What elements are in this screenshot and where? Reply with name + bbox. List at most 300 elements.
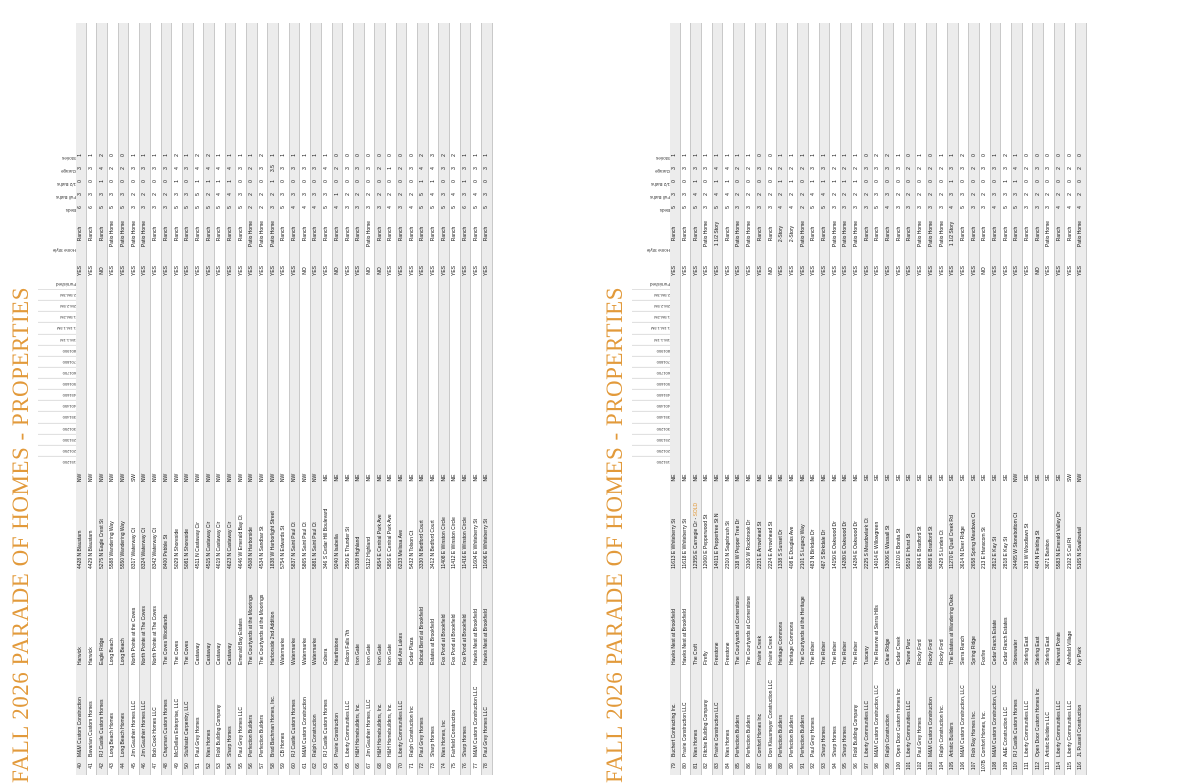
area-code: NW bbox=[77, 473, 84, 483]
home-number: 55 bbox=[237, 763, 244, 769]
home-style: Ranch bbox=[216, 226, 223, 242]
garage: 3 bbox=[280, 167, 287, 170]
home-number: 67 bbox=[365, 763, 372, 769]
stories: 1 bbox=[216, 154, 223, 157]
furnished-value: NO bbox=[376, 267, 383, 275]
address: 4623 N Castaway Cir bbox=[226, 521, 233, 569]
home-number: 50 bbox=[184, 763, 191, 769]
community-name: Tuscany bbox=[863, 646, 870, 665]
stories: 1 bbox=[692, 154, 699, 157]
home-style: Ranch bbox=[767, 226, 774, 242]
table-row bbox=[809, 23, 820, 775]
beds: 4 bbox=[291, 206, 298, 209]
community-name: Clear Ridge bbox=[885, 638, 892, 665]
beds: 4 bbox=[788, 206, 795, 209]
address: 11270 E Quail Creek Rd bbox=[949, 515, 956, 569]
full-baths: 2 bbox=[397, 193, 404, 196]
home-style: Patio Home bbox=[842, 220, 849, 248]
full-baths: 3 bbox=[949, 193, 956, 196]
area-code: NW bbox=[194, 473, 201, 483]
price-range-label: 451600 bbox=[632, 389, 670, 400]
builder-name: Jim Gauthier Homes LLC bbox=[141, 700, 148, 757]
garage: 2 bbox=[970, 167, 977, 170]
half-baths: 0 bbox=[333, 180, 340, 183]
half-baths: 1 bbox=[98, 180, 105, 183]
address: 11416 E Winston Circle bbox=[462, 517, 469, 569]
half-baths: 1 bbox=[724, 180, 731, 183]
table-row bbox=[482, 23, 493, 775]
full-baths: 3 bbox=[874, 193, 881, 196]
area-code: NW bbox=[184, 473, 191, 483]
garage: 4 bbox=[323, 167, 330, 170]
garage: 3 bbox=[130, 167, 137, 170]
address: 5588 Wandering Way bbox=[109, 521, 116, 569]
area-code: NE bbox=[397, 474, 404, 482]
community-name: Prairie Creek bbox=[767, 635, 774, 665]
table-row bbox=[1023, 23, 1034, 775]
builder-name: Paul Grey Homes bbox=[419, 717, 426, 757]
address: 2818 E Kay St bbox=[1002, 537, 1009, 569]
full-baths: 2 bbox=[1056, 193, 1063, 196]
page-title: FALL 2026 PARADE OF HOMES - PROPERTIES bbox=[602, 286, 627, 783]
half-baths: 0 bbox=[77, 180, 84, 183]
community-name: The Reserve at Sierra Hills bbox=[874, 605, 881, 665]
home-number: 52 bbox=[205, 763, 212, 769]
area-code: NE bbox=[788, 474, 795, 482]
area-code: NE bbox=[853, 474, 860, 482]
table-row bbox=[397, 23, 408, 775]
builder-name: Chapman Custom Homes bbox=[162, 699, 169, 757]
table-row bbox=[365, 23, 376, 775]
beds: 4 bbox=[312, 206, 319, 209]
stories: 2 bbox=[1002, 154, 1009, 157]
home-number: 114 bbox=[1056, 762, 1063, 770]
full-baths: 3 bbox=[885, 193, 892, 196]
half-baths: 0 bbox=[109, 180, 116, 183]
home-number: 78 bbox=[483, 763, 490, 769]
stories: 2 bbox=[259, 154, 266, 157]
home-number: 107 bbox=[970, 761, 977, 771]
furnished-value: YES bbox=[842, 266, 849, 277]
address: 2310 N Sagebrush St bbox=[724, 521, 731, 569]
furnished-value: YES bbox=[788, 266, 795, 277]
furnished-value: YES bbox=[799, 266, 806, 277]
area-code: SE bbox=[1024, 474, 1031, 482]
page-title: FALL 2026 PARADE OF HOMES - PROPERTIES bbox=[8, 286, 33, 783]
price-range-label: 801900 bbox=[38, 345, 76, 356]
home-style: Ranch bbox=[152, 226, 159, 242]
area-code: SE bbox=[949, 474, 956, 482]
home-style: Ranch bbox=[440, 226, 447, 242]
address: 5108 Highland bbox=[355, 536, 362, 569]
furnished-value: YES bbox=[451, 266, 458, 277]
home-style: Ranch bbox=[98, 226, 105, 242]
beds: 4 bbox=[949, 206, 956, 209]
garage: 2 bbox=[333, 167, 340, 170]
header-number bbox=[38, 759, 76, 775]
full-baths: 4 bbox=[216, 193, 223, 196]
builder-name: Perfection Builders bbox=[778, 715, 785, 757]
right-page-half bbox=[594, 0, 1188, 783]
builder-name: A&E Construction LLC bbox=[1002, 706, 1009, 757]
beds: 2 bbox=[799, 206, 806, 209]
garage: 3 bbox=[162, 167, 169, 170]
address: 408 E Douglas Ave bbox=[788, 526, 795, 569]
beds: 3 bbox=[767, 206, 774, 209]
builder-name: Sharp Homes bbox=[842, 726, 849, 757]
furnished-value: YES bbox=[259, 266, 266, 277]
community-name: Cedar Creek bbox=[895, 636, 902, 665]
area-code: SE bbox=[927, 474, 934, 482]
garage: 4 bbox=[98, 167, 105, 170]
garage: 3 bbox=[408, 167, 415, 170]
furnished-value: YES bbox=[109, 266, 116, 277]
table-row bbox=[873, 23, 884, 775]
home-number: 66 bbox=[355, 763, 362, 769]
half-baths: 0 bbox=[1056, 180, 1063, 183]
home-number: 84 bbox=[724, 763, 731, 769]
furnished-value: YES bbox=[173, 266, 180, 277]
home-number: 88 bbox=[767, 763, 774, 769]
stories: 2 bbox=[874, 154, 881, 157]
half-baths: 0 bbox=[376, 180, 383, 183]
home-style: Ranch bbox=[682, 226, 689, 242]
home-style: Ranch bbox=[959, 226, 966, 242]
stories: 0 bbox=[355, 154, 362, 157]
furnished-value: NO bbox=[365, 267, 372, 275]
stories: 1 bbox=[152, 154, 159, 157]
builder-name: Robl Building Company bbox=[216, 704, 223, 757]
home-number: 41 bbox=[88, 763, 95, 769]
garage: 2 bbox=[397, 167, 404, 170]
garage: 3 bbox=[483, 167, 490, 170]
full-baths: 2 bbox=[162, 193, 169, 196]
full-baths: 3 bbox=[682, 193, 689, 196]
beds: 4 bbox=[387, 206, 394, 209]
builder-name: Ralph Construction Inc. bbox=[938, 705, 945, 757]
beds: 5 bbox=[323, 206, 330, 209]
table-row bbox=[927, 23, 938, 775]
half-baths: 0 bbox=[365, 180, 372, 183]
table-row bbox=[1055, 23, 1066, 775]
beds: 5 bbox=[430, 206, 437, 209]
community-name: The Courtyards at the Moorings bbox=[259, 594, 266, 665]
community-name: Emerald Bay Estates bbox=[237, 618, 244, 665]
area-code: NW bbox=[269, 473, 276, 483]
home-style: 2-Story bbox=[778, 225, 785, 243]
table-row bbox=[407, 23, 418, 775]
community-name: The Courtyards at the Heritage bbox=[799, 596, 806, 665]
table-row bbox=[471, 23, 482, 775]
builder-name: Paul Grey Homes bbox=[810, 717, 817, 757]
stories: 1 bbox=[141, 154, 148, 157]
home-number: 100 bbox=[895, 761, 902, 771]
area-code: NE bbox=[842, 474, 849, 482]
furnished-value: YES bbox=[472, 266, 479, 277]
stories: 1 bbox=[291, 154, 298, 157]
half-baths: 1 bbox=[1013, 180, 1020, 183]
builder-name: CB Homes bbox=[280, 732, 287, 757]
garage: 3 bbox=[152, 167, 159, 170]
garage: 2 bbox=[927, 167, 934, 170]
furnished-value: YES bbox=[906, 266, 913, 277]
table-header bbox=[630, 23, 670, 775]
area-code: NE bbox=[682, 474, 689, 482]
table-row bbox=[1012, 23, 1023, 775]
builder-name: M&M Custom Construction bbox=[301, 697, 308, 757]
beds: 3 bbox=[842, 206, 849, 209]
beds: 3 bbox=[397, 206, 404, 209]
beds: 4 bbox=[408, 206, 415, 209]
table-row bbox=[450, 23, 461, 775]
builder-name: Open Door Custom Homes Inc bbox=[895, 688, 902, 757]
builder-name: M&M Custom Construction, LLC bbox=[991, 685, 998, 757]
furnished-value: YES bbox=[1045, 266, 1052, 277]
beds: 5 bbox=[724, 206, 731, 209]
full-baths: 3 bbox=[1013, 193, 1020, 196]
half-baths: 0 bbox=[130, 180, 137, 183]
furnished-value: YES bbox=[269, 266, 276, 277]
builder-name: Paul Grey Homes bbox=[917, 717, 924, 757]
community-name: Estates at Brookfield bbox=[430, 619, 437, 665]
price-range-label: 501600 bbox=[38, 378, 76, 389]
garage: 2 bbox=[735, 167, 742, 170]
community-name: The Croft bbox=[692, 644, 699, 665]
community-name: Bel Aire Lakes bbox=[397, 633, 404, 665]
table-row bbox=[343, 23, 354, 775]
area-code: NW bbox=[301, 473, 308, 483]
community-name: Cedar Ranch Estates bbox=[1002, 617, 1009, 665]
builder-name: Long Beach Homes bbox=[109, 713, 116, 757]
half-baths: 1 bbox=[205, 180, 212, 183]
beds: 3 bbox=[756, 206, 763, 209]
beds: 3 bbox=[376, 206, 383, 209]
community-name: Foxfire bbox=[981, 649, 988, 665]
full-baths: 3 bbox=[483, 193, 490, 196]
home-number: 47 bbox=[152, 763, 159, 769]
community-name: Castaway bbox=[205, 643, 212, 665]
area-code: NW bbox=[152, 473, 159, 483]
stories: 1 bbox=[269, 154, 276, 157]
half-baths: 0 bbox=[981, 180, 988, 183]
table-row bbox=[905, 23, 916, 775]
full-baths: 3 bbox=[462, 193, 469, 196]
home-number: 89 bbox=[778, 763, 785, 769]
area-code: NE bbox=[671, 474, 678, 482]
half-baths: 0 bbox=[184, 180, 191, 183]
full-baths: 4 bbox=[472, 193, 479, 196]
table-row bbox=[1076, 23, 1087, 775]
table-row bbox=[862, 23, 873, 775]
stories: 1 bbox=[1013, 154, 1020, 157]
beds: 4 bbox=[333, 206, 340, 209]
garage: 3 bbox=[810, 167, 817, 170]
address: 8342 Waterway Ct bbox=[152, 528, 159, 569]
home-number: 115 bbox=[1066, 762, 1073, 770]
header-half-baths: 1/2 Baths bbox=[650, 182, 670, 187]
price-range-label: 351400 bbox=[38, 411, 76, 422]
header-home-style: Home Style bbox=[52, 248, 76, 253]
home-style: Patio Home bbox=[259, 220, 266, 248]
home-style: Ranch bbox=[756, 226, 763, 242]
table-row bbox=[258, 23, 269, 775]
address: 4646 W Emerald Bay Ct bbox=[237, 515, 244, 569]
community-name: Stonewater bbox=[1013, 639, 1020, 665]
furnished-value: YES bbox=[344, 266, 351, 277]
builder-name: M&M Custom Construction bbox=[77, 697, 84, 757]
furnished-value: YES bbox=[355, 266, 362, 277]
builder-name: Long Beach Homes bbox=[120, 713, 127, 757]
full-baths: 2 bbox=[1045, 193, 1052, 196]
furnished-value: YES bbox=[312, 266, 319, 277]
home-number: 44 bbox=[120, 763, 127, 769]
address: 5432 N Tolson Ct bbox=[408, 530, 415, 569]
builder-name: RJ Castle Custom Homes bbox=[323, 699, 330, 757]
area-code: NE bbox=[483, 474, 490, 482]
header-furnished: Furnished bbox=[55, 282, 76, 287]
half-baths: 0 bbox=[756, 180, 763, 183]
home-style: Ranch bbox=[970, 226, 977, 242]
price-range-label: 1.5M-2M bbox=[632, 311, 670, 322]
table-row bbox=[948, 23, 959, 775]
home-number: 96 bbox=[853, 763, 860, 769]
address: 2658 Spring Meadows Ct bbox=[970, 512, 977, 569]
home-number: 94 bbox=[831, 763, 838, 769]
address: 5654 E Central Park Ave bbox=[376, 514, 383, 569]
address: 2101 S Legacy Way bbox=[799, 524, 806, 569]
garage: 3 bbox=[1034, 167, 1041, 170]
furnished-value: YES bbox=[387, 266, 394, 277]
address: 4508 N Harborside bbox=[248, 527, 255, 569]
stories: 2 bbox=[451, 154, 458, 157]
header-builder bbox=[632, 667, 670, 759]
stories: 2 bbox=[98, 154, 105, 157]
garage: 2 bbox=[1077, 167, 1084, 170]
area-code: NW bbox=[162, 473, 169, 483]
half-baths: 1 bbox=[419, 180, 426, 183]
home-style: Ranch bbox=[810, 226, 817, 242]
price-range-label: 151200 bbox=[632, 456, 670, 467]
furnished-value: YES bbox=[874, 266, 881, 277]
address: 2225 S Meadowlark Ct bbox=[863, 518, 870, 569]
full-baths: 2 bbox=[938, 193, 945, 196]
garage: 3 bbox=[991, 167, 998, 170]
home-style: Patio Home bbox=[1077, 220, 1084, 248]
full-baths: 3 bbox=[959, 193, 966, 196]
garage: 3 bbox=[291, 167, 298, 170]
builder-name: Artistic Builders bbox=[949, 722, 956, 757]
home-number: 85 bbox=[735, 763, 742, 769]
full-baths: 2 bbox=[863, 193, 870, 196]
area-code: NE bbox=[831, 474, 838, 482]
furnished-value: YES bbox=[735, 266, 742, 277]
home-style: Ranch bbox=[991, 226, 998, 242]
furnished-value: YES bbox=[397, 266, 404, 277]
builder-name: Perfection Builders bbox=[799, 715, 806, 757]
table-row bbox=[852, 23, 863, 775]
half-baths: 0 bbox=[767, 180, 774, 183]
stories: 1 bbox=[703, 154, 710, 157]
garage: 4 bbox=[216, 167, 223, 170]
full-baths: 4 bbox=[820, 193, 827, 196]
community-name: Rocky Ford bbox=[938, 639, 945, 665]
garage: 3 bbox=[472, 167, 479, 170]
garage: 2 bbox=[853, 167, 860, 170]
home-number: 59 bbox=[280, 763, 287, 769]
address: 8684 E Bradford St bbox=[917, 526, 924, 569]
furnished-value: YES bbox=[810, 266, 817, 277]
table-row bbox=[172, 23, 183, 775]
builder-name: Nies Homes bbox=[724, 729, 731, 757]
header-half-baths: 1/2 Baths bbox=[56, 182, 76, 187]
table-row bbox=[766, 23, 777, 775]
half-baths: 0 bbox=[959, 180, 966, 183]
full-baths: 2 bbox=[895, 193, 902, 196]
beds: 3 bbox=[269, 206, 276, 209]
home-number: 64 bbox=[333, 763, 340, 769]
furnished-value: YES bbox=[949, 266, 956, 277]
full-baths: 2 bbox=[248, 193, 255, 196]
beds: 3 bbox=[831, 206, 838, 209]
furnished-value: YES bbox=[88, 266, 95, 277]
home-style: 1 1/2 Story bbox=[714, 221, 721, 247]
area-code: SE bbox=[874, 474, 881, 482]
area-code: NW bbox=[98, 473, 105, 483]
beds: 5 bbox=[682, 206, 689, 209]
community-name: The Reber bbox=[853, 641, 860, 665]
area-code: SE bbox=[938, 474, 945, 482]
header-community bbox=[632, 571, 670, 667]
furnished-value: YES bbox=[419, 266, 426, 277]
full-baths: 2 bbox=[269, 193, 276, 196]
home-number: 62 bbox=[312, 763, 319, 769]
full-baths: 3 bbox=[237, 193, 244, 196]
address: 4511 N Castaway Cir bbox=[194, 522, 201, 569]
builder-name: Nies Homes bbox=[205, 729, 212, 757]
table-row bbox=[830, 23, 841, 775]
stories: 0 bbox=[970, 154, 977, 157]
home-style: Ranch bbox=[173, 226, 180, 242]
home-number: 79 bbox=[671, 763, 678, 769]
beds: 4 bbox=[885, 206, 892, 209]
stories: 1 bbox=[949, 154, 956, 157]
area-code: NE bbox=[462, 474, 469, 482]
header-address bbox=[632, 489, 670, 571]
price-range-label: 701800 bbox=[632, 356, 670, 367]
builder-name: H&H Homebuilders, Inc. bbox=[376, 703, 383, 757]
address: 8317 Waterway Ct bbox=[130, 528, 137, 569]
community-name: Iron Gate bbox=[387, 644, 394, 665]
address: 5081 N Shoreside bbox=[184, 528, 191, 569]
furnished-value: YES bbox=[226, 266, 233, 277]
address: 9519 E Hurst St bbox=[906, 533, 913, 569]
properties-table bbox=[630, 23, 1087, 775]
community-name: The Courtyards at Cornerstone bbox=[746, 596, 753, 665]
price-range-label: 401450 bbox=[38, 400, 76, 411]
beds: 5 bbox=[226, 206, 233, 209]
area-code: NW bbox=[312, 473, 319, 483]
address: 5881 N Saint Paul Ct bbox=[312, 522, 319, 569]
beds: 5 bbox=[1013, 206, 1020, 209]
area-code: NW bbox=[205, 473, 212, 483]
half-baths: 0 bbox=[312, 180, 319, 183]
table-row bbox=[439, 23, 450, 775]
furnished-value: YES bbox=[1056, 266, 1063, 277]
home-style: Patio Home bbox=[703, 220, 710, 248]
address: 5837 N Saint Paul Ct bbox=[291, 522, 298, 569]
address: 3330 N Bedford Court bbox=[419, 520, 426, 569]
half-baths: 0 bbox=[280, 180, 287, 183]
